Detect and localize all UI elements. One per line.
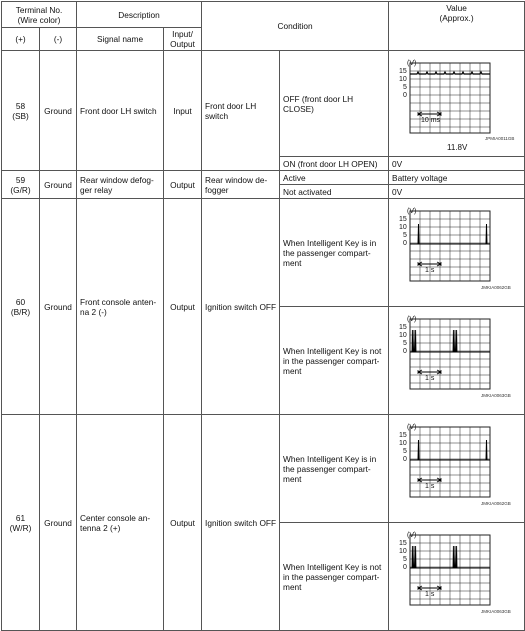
scope-grid	[410, 211, 490, 281]
terminal-cell	[2, 171, 40, 199]
time-scale-label: 10 ms	[421, 116, 441, 124]
figure-code: JMKIA0063GB	[481, 608, 511, 614]
scope-unit: (V)	[407, 531, 417, 539]
header-minus: (-)	[40, 28, 77, 51]
value-cell	[389, 199, 525, 307]
scope-tick: 5	[403, 339, 407, 347]
scope-unit: (V)	[407, 207, 417, 215]
value-cell	[389, 415, 525, 523]
header-signal-name: Signal name	[77, 28, 164, 51]
scope-tick: 0	[403, 91, 407, 99]
io-cell: Output	[164, 199, 202, 415]
state-label: Active	[280, 171, 389, 185]
header-input-output: Input/ Output	[164, 28, 202, 51]
signal-name-cell: Front console antenna 2 (-)	[77, 199, 164, 415]
io-cell: Output	[164, 415, 202, 631]
state-label: Not activated	[280, 185, 389, 199]
scope-unit: (V)	[407, 423, 417, 431]
header-wire-color: (Wire color)	[17, 14, 61, 25]
scope-grid	[410, 535, 490, 605]
state-label: OFF (front door LH CLOSE)	[280, 51, 389, 157]
ground-cell: Ground	[40, 171, 77, 199]
state-label: When Intelligent Key is not in the passenger compartment	[280, 307, 389, 415]
scope-tick: 5	[403, 231, 407, 239]
terminal-number: 61	[15, 512, 26, 523]
state-label: ON (front door LH OPEN)	[280, 157, 389, 171]
scope-tick: 15	[399, 431, 407, 439]
condition-cell: Front door LH switch	[202, 51, 280, 171]
table-row	[2, 415, 525, 523]
figure-code: JMKIA0062GB	[481, 500, 511, 506]
condition-cell: Ignition switch OFF	[202, 415, 280, 631]
header-terminal-no: Terminal No.	[15, 4, 63, 15]
signal-name-cell: Rear window defogger relay	[77, 171, 164, 199]
wire-color: (W/R)	[9, 522, 32, 533]
wire-color: (G/R)	[10, 184, 31, 195]
scope-tick: 15	[399, 323, 407, 331]
oscilloscope-waveform-10ms	[389, 52, 525, 156]
table-row	[2, 171, 525, 185]
scope-tick: 10	[399, 439, 407, 447]
scope-tick: 0	[403, 239, 407, 247]
ground-cell: Ground	[40, 415, 77, 631]
time-scale-label: 1 s	[425, 266, 435, 274]
scope-grid	[410, 427, 490, 497]
value-text: 0V	[389, 185, 525, 199]
scope-tick: 5	[403, 83, 407, 91]
figure-code: JMKIA0062GB	[481, 284, 511, 290]
scope-tick: 10	[399, 75, 407, 83]
header-value	[389, 2, 525, 51]
scope-tick: 10	[399, 331, 407, 339]
time-scale-label: 1 s	[425, 482, 435, 490]
table-row	[2, 199, 525, 307]
value-cell	[389, 307, 525, 415]
condition-cell: Ignition switch OFF	[202, 199, 280, 415]
condition-cell: Rear window defogger	[202, 171, 280, 199]
state-label: When Intelligent Key is in the passenger compartment	[280, 415, 389, 523]
header-plus: (+)	[2, 28, 40, 51]
header-description: Description	[77, 2, 202, 28]
time-scale-label: 1 s	[425, 374, 435, 382]
scope-tick: 0	[403, 563, 407, 571]
value-cell	[389, 51, 525, 157]
scope-tick: 10	[399, 547, 407, 555]
figure-code: JPMIA0011GB	[485, 135, 515, 141]
terminal-cell	[2, 199, 40, 415]
scope-grid	[410, 319, 490, 389]
ground-cell: Ground	[40, 51, 77, 171]
state-label: When Intelligent Key is not in the passenger compartment	[280, 523, 389, 631]
wire-color: (SB)	[12, 110, 29, 121]
ground-cell: Ground	[40, 199, 77, 415]
header-approx: (Approx.)	[439, 13, 474, 23]
terminal-cell	[2, 51, 40, 171]
value-text: Battery voltage	[389, 171, 525, 185]
scope-tick: 0	[403, 347, 407, 355]
scope-unit: (V)	[407, 315, 417, 323]
header-condition: Condition	[202, 2, 389, 51]
figure-code: JMKIA0063GB	[481, 392, 511, 398]
terminal-number: 58	[15, 100, 26, 111]
scope-tick: 15	[399, 539, 407, 547]
value-text: 11.8V	[447, 142, 468, 152]
state-label: When Intelligent Key is in the passenger compartment	[280, 199, 389, 307]
oscilloscope-waveform-1s-single	[389, 200, 525, 306]
terminal-number: 59	[15, 174, 26, 185]
scope-unit: (V)	[407, 59, 417, 67]
scope-tick: 15	[399, 67, 407, 75]
scope-tick: 10	[399, 223, 407, 231]
time-scale-label: 1 s	[425, 590, 435, 598]
oscilloscope-waveform-1s-single	[389, 416, 525, 522]
oscilloscope-waveform-1s-burst	[389, 524, 525, 630]
signal-name-cell: Front door LH switch	[77, 51, 164, 171]
wire-color: (B/R)	[10, 306, 31, 317]
scope-tick: 0	[403, 455, 407, 463]
terminal-cell	[2, 415, 40, 631]
scope-tick: 5	[403, 447, 407, 455]
value-text: 0V	[389, 157, 525, 171]
header-terminal	[2, 2, 77, 28]
io-cell: Input	[164, 51, 202, 171]
table-row	[2, 51, 525, 157]
scope-tick: 5	[403, 555, 407, 563]
terminal-table	[1, 1, 525, 631]
signal-name-cell: Center console antenna 2 (+)	[77, 415, 164, 631]
terminal-number: 60	[15, 296, 26, 307]
header-value-label: Value	[446, 3, 467, 13]
scope-tick: 15	[399, 215, 407, 223]
oscilloscope-waveform-1s-burst	[389, 308, 525, 414]
io-cell: Output	[164, 171, 202, 199]
value-cell	[389, 523, 525, 631]
